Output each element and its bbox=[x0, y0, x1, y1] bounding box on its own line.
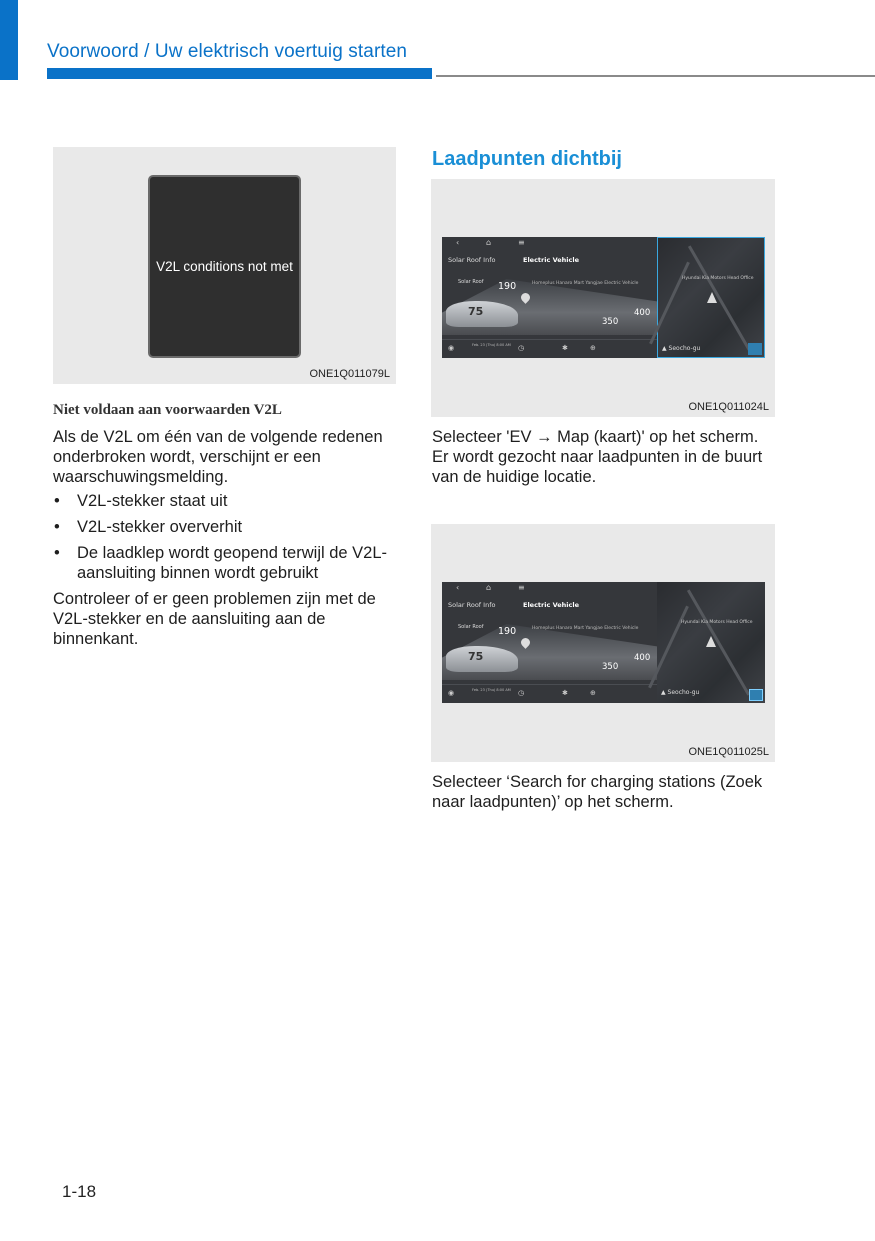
map-location: ▲ Seocho-gu bbox=[662, 345, 701, 352]
menu-icon: ≡ bbox=[518, 583, 525, 592]
navigation-arrow-icon bbox=[707, 292, 717, 303]
solar-info-label: Solar Roof Info bbox=[448, 601, 496, 609]
date-text: Feb. 23 (Thu) 8:00 AM bbox=[472, 343, 511, 347]
list-item-text: V2L-stekker staat uit bbox=[77, 492, 228, 510]
page-header-title: Voorwoord / Uw elektrisch voertuig starten bbox=[47, 41, 408, 62]
home-icon: ⌂ bbox=[486, 583, 492, 592]
list-item: • V2L-stekker oververhit bbox=[54, 518, 243, 536]
outro-paragraph: Controleer of er geen problemen zijn met de V2L-stekker en de aansluiting aan de binnenkant. bbox=[53, 590, 376, 648]
figure-search-charging bbox=[431, 524, 775, 762]
section-title: Laadpunten dichtbij bbox=[432, 148, 622, 170]
map-instruction: Selecteer 'EV → Map (kaart)' op het scherm. Er wordt gezocht naar laadpunten in de buurt van de huidige locatie. bbox=[432, 428, 763, 486]
ev-title: Electric Vehicle bbox=[523, 601, 580, 609]
list-item-text: De laadklep wordt geopend terwijl de V2L-aansluiting binnen wordt gebruikt bbox=[77, 544, 388, 582]
v2l-warning-text: V2L conditions not met bbox=[156, 259, 293, 274]
car-screen bbox=[442, 237, 765, 358]
battery-value: 75 bbox=[468, 650, 484, 663]
screen-topbar bbox=[442, 237, 657, 251]
header-tab bbox=[0, 0, 18, 80]
car-screen bbox=[442, 582, 765, 703]
distance-350: 350 bbox=[602, 662, 619, 672]
figure-v2l-warning bbox=[53, 147, 396, 384]
fan-icon: ✱ bbox=[562, 689, 568, 697]
map-street bbox=[687, 589, 750, 695]
condition-list bbox=[53, 491, 403, 589]
power-icon: ◉ bbox=[448, 344, 455, 352]
fan-icon: ✱ bbox=[562, 344, 568, 352]
distance-190: 190 bbox=[498, 626, 517, 637]
header-bar bbox=[47, 68, 432, 79]
battery-value: 75 bbox=[468, 305, 484, 318]
list-item: • De laadklep wordt geopend terwijl de V2L-aansluiting binnen wordt gebruikt bbox=[54, 544, 388, 582]
map-location-text: Seocho-gu bbox=[667, 689, 700, 696]
list-item: • V2L-stekker staat uit bbox=[54, 492, 228, 510]
distance-190: 190 bbox=[498, 281, 517, 292]
charge-icon: ⊕ bbox=[590, 344, 596, 352]
screen-bottombar bbox=[442, 339, 657, 358]
v2l-screen bbox=[148, 175, 301, 358]
intro-paragraph: Als de V2L om één van de volgende redenen onderbroken wordt, verschijnt er een waarschuwingsmelding. bbox=[53, 428, 383, 486]
map-location: ▲ Seocho-gu bbox=[661, 689, 700, 696]
address-text: Homeplus Hanaro Mart Yangjae Electric Vehicle bbox=[532, 626, 639, 631]
solar-info-label: Solar Roof Info bbox=[448, 256, 496, 264]
header-rule bbox=[436, 75, 875, 77]
charge-icon: ⊕ bbox=[590, 689, 596, 697]
screen-topbar bbox=[442, 582, 657, 596]
map-place-label: Hyundai Kia Motors Head Office bbox=[681, 620, 753, 625]
address-text: Homeplus Hanaro Mart Yangjae Electric Vehicle bbox=[532, 281, 639, 286]
search-instruction: Selecteer ‘Search for charging stations (Zoek naar laadpunten)’ op het scherm. bbox=[432, 773, 763, 811]
back-icon: ‹ bbox=[456, 238, 460, 247]
figure-ev-map bbox=[431, 179, 775, 417]
solar-roof-label: Solar Roof bbox=[458, 279, 484, 285]
screen-bottombar bbox=[442, 684, 657, 703]
figure-caption: ONE1Q011079L bbox=[309, 368, 390, 380]
power-icon: ◉ bbox=[448, 689, 455, 697]
clock-icon: ◷ bbox=[518, 344, 525, 352]
charging-station-icon[interactable] bbox=[748, 343, 762, 355]
clock-icon: ◷ bbox=[518, 689, 525, 697]
map-panel[interactable] bbox=[657, 237, 765, 358]
distance-350: 350 bbox=[602, 317, 619, 327]
list-item-text: V2L-stekker oververhit bbox=[77, 518, 243, 536]
map-street bbox=[688, 245, 751, 351]
page-number: 1-18 bbox=[62, 1182, 97, 1201]
distance-400: 400 bbox=[634, 308, 651, 318]
map-panel[interactable] bbox=[657, 582, 765, 703]
map-location-text: Seocho-gu bbox=[668, 345, 701, 352]
home-icon: ⌂ bbox=[486, 238, 492, 247]
menu-icon: ≡ bbox=[518, 238, 525, 247]
solar-roof-label: Solar Roof bbox=[458, 624, 484, 630]
subheading: Niet voldaan aan voorwaarden V2L bbox=[53, 402, 282, 418]
back-icon: ‹ bbox=[456, 583, 460, 592]
date-text: Feb. 23 (Thu) 8:00 AM bbox=[472, 688, 511, 692]
navigation-arrow-icon bbox=[706, 636, 716, 647]
distance-400: 400 bbox=[634, 653, 651, 663]
figure-caption: ONE1Q011024L bbox=[688, 401, 769, 413]
map-place-label: Hyundai Kia Motors Head Office bbox=[682, 276, 754, 281]
ev-title: Electric Vehicle bbox=[523, 256, 580, 264]
figure-caption: ONE1Q011025L bbox=[688, 746, 769, 758]
search-charging-stations-icon[interactable] bbox=[749, 689, 763, 701]
